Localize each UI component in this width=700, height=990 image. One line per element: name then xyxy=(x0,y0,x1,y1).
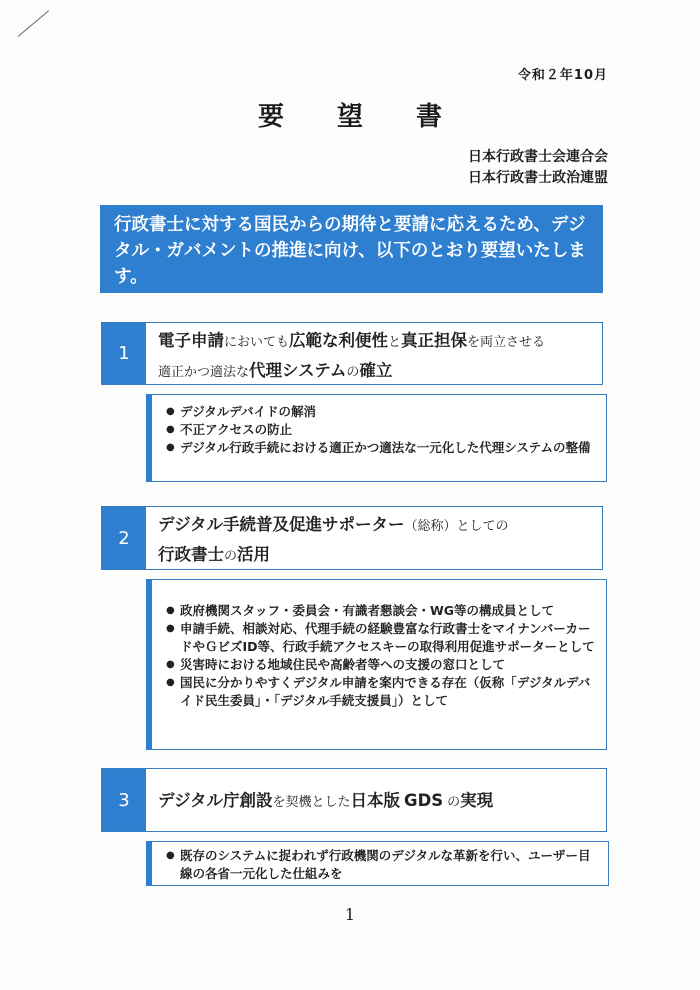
section-1-heading xyxy=(158,327,596,387)
heading-text: を契機とした xyxy=(272,795,351,810)
bullet-item: ● 国民に分かりやすくデジタル申請を案内できる存在（仮称「デジタルデバイド民生委員」・「デジタル手続支援員」）として xyxy=(166,674,596,710)
section-3-heading xyxy=(158,787,600,817)
section-3-bullets xyxy=(146,841,609,886)
heading-text: の xyxy=(447,795,461,810)
heading-emphasis: 確立 xyxy=(359,361,393,380)
bullet-item: ● 既存のシステムに捉われず行政機関のデジタルな革新を行い、ユーザー目線の各省一元化した仕組みを xyxy=(166,847,598,883)
section-2-heading-line-1 xyxy=(158,511,596,541)
organization-name-1: 日本行政書士会連合会 xyxy=(468,149,608,165)
bullet-item: ● 災害時における地域住民や高齢者等への支援の窓口として xyxy=(166,656,596,674)
intro-text: 行政書士に対する国民からの期待と要請に応えるため、デジタル・ガバメントの推進に向け、以下のとおり要望いたします。 xyxy=(114,215,586,287)
section-1-heading-line-1 xyxy=(158,327,596,357)
bullet-item: ● デジタル行政手続における適正かつ適法な一元化した代理システムの整備 xyxy=(166,439,596,457)
section-1-header xyxy=(101,322,603,385)
heading-text: 適正かつ適法な xyxy=(158,365,250,380)
heading-emphasis: デジタル手続普及促進サポーター xyxy=(158,515,405,534)
heading-text: の xyxy=(346,365,360,380)
section-2-heading xyxy=(158,511,596,571)
section-3-header xyxy=(101,768,607,832)
heading-emphasis: 活用 xyxy=(237,545,271,564)
heading-emphasis: 実現 xyxy=(460,791,494,810)
heading-emphasis: 真正担保 xyxy=(401,331,468,350)
bullet-item: ● 申請手続、相談対応、代理手続の経験豊富な行政書士をマイナンバーカードやＧビズID等、行政手続アクセスキーの取得利用促進サポーターとして xyxy=(166,620,596,656)
intro-banner xyxy=(100,205,603,293)
heading-emphasis: 日本版 xyxy=(350,791,401,810)
heading-text: を両立させる xyxy=(467,335,546,350)
section-1-bullets xyxy=(146,394,607,482)
heading-emphasis: 行政書士 xyxy=(158,545,224,564)
section-2-bullets xyxy=(146,579,607,750)
heading-emphasis: デジタル庁創設 xyxy=(158,791,273,810)
heading-text: の xyxy=(224,549,238,564)
bullet-item: ● 政府機関スタッフ・委員会・有識者懇談会・WG等の構成員として xyxy=(166,602,596,620)
page-number: 1 xyxy=(344,905,356,924)
heading-emphasis: GDS xyxy=(404,791,444,810)
document-title: 要 望 書 xyxy=(257,102,465,132)
organization-name-2: 日本行政書士政治連盟 xyxy=(468,170,608,186)
section-2-number: 2 xyxy=(102,507,146,569)
heading-emphasis: 広範な利便性 xyxy=(289,331,389,350)
section-3-number: 3 xyxy=(102,769,146,831)
document-date: 令和２年10月 xyxy=(517,68,608,83)
section-1-heading-line-2 xyxy=(158,357,596,387)
section-2-header xyxy=(101,506,603,570)
bullet-item: ● デジタルデバイドの解消 xyxy=(166,403,596,421)
bullet-item: ● 不正アクセスの防止 xyxy=(166,421,596,439)
heading-text: においても xyxy=(224,335,290,350)
scan-mark xyxy=(18,10,49,36)
heading-text: と xyxy=(388,335,402,350)
section-2-heading-line-2 xyxy=(158,541,596,571)
section-1-number: 1 xyxy=(102,323,146,384)
heading-text: （総称）としての xyxy=(404,519,509,534)
heading-emphasis: 代理システム xyxy=(249,361,347,380)
heading-emphasis: 電子申請 xyxy=(158,331,224,350)
